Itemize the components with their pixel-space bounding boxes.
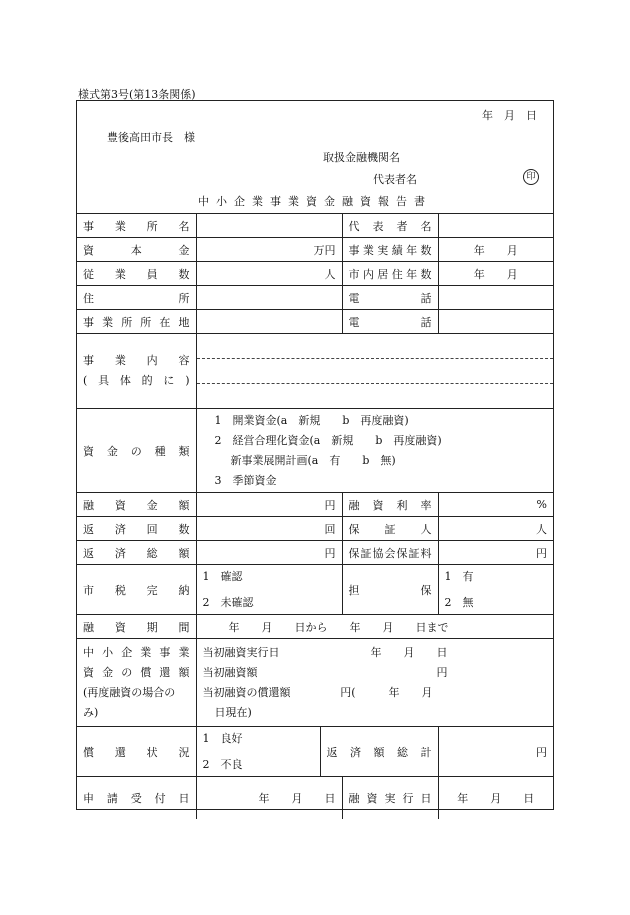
addressee: 豊後高田市長 様 xyxy=(107,131,195,144)
institution-label: 取扱金融機関名 xyxy=(323,151,400,164)
collateral-options[interactable] xyxy=(438,565,553,615)
office-phone-label: 電話 xyxy=(342,310,438,334)
office-phone-field[interactable] xyxy=(438,310,553,334)
office-location-field[interactable] xyxy=(196,310,342,334)
business-content-line-1[interactable] xyxy=(197,334,554,359)
form-table xyxy=(77,213,553,819)
phone-label: 電話 xyxy=(342,286,438,310)
initial-loan-amount-value[interactable]: 円 xyxy=(436,665,448,679)
city-tax-option-2[interactable]: 2 未確認 xyxy=(202,595,254,609)
address-field[interactable] xyxy=(196,286,342,310)
fund-type-option-3[interactable]: 3 季節資金 xyxy=(214,473,277,487)
repayment-amount-label-2: 資金の償還額 xyxy=(83,665,190,679)
repayment-amount-label-1: 中小企業事業 xyxy=(83,645,190,659)
residence-years-field[interactable]: 年 月 xyxy=(438,262,553,286)
city-tax-option-1[interactable]: 1 確認 xyxy=(202,569,243,583)
row-repayment-total xyxy=(77,541,553,565)
report-form xyxy=(76,100,554,810)
row-loan-amount xyxy=(77,493,553,517)
row-office-location xyxy=(77,310,553,334)
repayment-status-label: 償還状況 xyxy=(77,727,196,777)
employees-field[interactable]: 人 xyxy=(196,262,342,286)
initial-loan-repaid-label: 当初融資の償還額 xyxy=(202,685,291,699)
row-repayment-status xyxy=(77,727,553,777)
initial-loan-date-value[interactable]: 年 月 日 xyxy=(370,645,448,659)
loan-period-label: 融資期間 xyxy=(77,615,196,639)
business-content-label-1: 事業内容 xyxy=(83,354,190,367)
repayment-count-label: 返済回数 xyxy=(77,517,196,541)
business-content-label-2: (具体的に) xyxy=(83,374,190,387)
address-label: 住所 xyxy=(77,286,196,310)
fund-type-option-2[interactable]: 2 経営合理化資金(a 新規 b 再度融資) xyxy=(214,433,442,447)
employees-label: 従業員数 xyxy=(77,262,196,286)
seal-icon: 印 xyxy=(523,169,539,185)
business-years-field[interactable]: 年 月 xyxy=(438,238,553,262)
row-business-content xyxy=(77,334,553,409)
guarantee-fee-field[interactable]: 円 xyxy=(438,541,553,565)
form-title: 中小企業事業資金融資報告書 xyxy=(198,195,432,208)
row-address xyxy=(77,286,553,310)
business-content-field[interactable] xyxy=(196,334,553,409)
total-repaid-field[interactable]: 円 xyxy=(438,727,553,777)
row-fund-type xyxy=(77,409,553,493)
business-content-label xyxy=(77,334,196,409)
repayment-status-options[interactable] xyxy=(196,727,320,777)
form-header xyxy=(77,101,553,213)
fund-type-label: 資金の種類 xyxy=(77,409,196,493)
guarantor-field[interactable]: 人 xyxy=(438,517,553,541)
collateral-option-1[interactable]: 1 有 xyxy=(444,569,474,583)
representative-name-field[interactable] xyxy=(438,214,553,238)
guarantee-fee-label: 保証協会保証料 xyxy=(342,541,438,565)
repayment-amount-fields[interactable] xyxy=(196,639,553,727)
loan-amount-label: 融資金額 xyxy=(77,493,196,517)
loan-execution-date-label: 融資実行日 xyxy=(342,777,438,819)
row-repayment-count xyxy=(77,517,553,541)
city-tax-options[interactable] xyxy=(196,565,342,615)
repayment-total-field[interactable]: 円 xyxy=(196,541,342,565)
business-content-line-2[interactable] xyxy=(197,359,554,384)
city-tax-label: 市税完納 xyxy=(77,565,196,615)
repayment-status-option-2[interactable]: 2 不良 xyxy=(202,757,243,771)
repayment-amount-label-4: み) xyxy=(83,705,99,719)
row-application xyxy=(77,777,553,819)
office-location-label: 事業所所在地 xyxy=(77,310,196,334)
repayment-amount-label xyxy=(77,639,196,727)
guarantor-label: 保証人 xyxy=(342,517,438,541)
fund-type-option-2-sub[interactable]: 新事業展開計画(a 有 b 無) xyxy=(230,453,396,467)
application-date-field[interactable]: 年 月 日 xyxy=(196,777,342,819)
representative-name-label: 代表者名 xyxy=(342,214,438,238)
row-employees xyxy=(77,262,553,286)
residence-years-label: 市内居住年数 xyxy=(342,262,438,286)
application-date-label: 申請受付日 xyxy=(77,777,196,819)
interest-rate-field[interactable]: % xyxy=(438,493,553,517)
header-date[interactable]: 年 月 日 xyxy=(482,109,537,122)
business-name-label: 事業所名 xyxy=(77,214,196,238)
business-name-field[interactable] xyxy=(196,214,342,238)
total-repaid-label: 返済額総計 xyxy=(320,727,438,777)
loan-execution-date-field[interactable]: 年 月 日 xyxy=(438,777,553,819)
fund-type-option-1[interactable]: 1 開業資金(a 新規 b 再度融資) xyxy=(214,413,409,427)
collateral-label: 担保 xyxy=(342,565,438,615)
initial-loan-date-line[interactable] xyxy=(203,643,548,663)
repayment-total-label: 返済総額 xyxy=(77,541,196,565)
loan-period-field[interactable]: 年 月 日から 年 月 日まで xyxy=(196,615,553,639)
repayment-count-field[interactable]: 回 xyxy=(196,517,342,541)
repayment-amount-label-3: (再度融資の場合の xyxy=(83,685,176,699)
row-loan-period xyxy=(77,615,553,639)
collateral-option-2[interactable]: 2 無 xyxy=(444,595,474,609)
row-repayment-amount xyxy=(77,639,553,727)
capital-field[interactable]: 万円 xyxy=(196,238,342,262)
initial-loan-date-label: 当初融資実行日 xyxy=(202,645,280,659)
row-city-tax xyxy=(77,565,553,615)
form-number: 様式第3号(第13条関係) xyxy=(78,88,196,101)
capital-label: 資本金 xyxy=(77,238,196,262)
fund-type-options[interactable] xyxy=(196,409,553,493)
row-business-name xyxy=(77,214,553,238)
row-capital xyxy=(77,238,553,262)
repayment-status-option-1[interactable]: 1 良好 xyxy=(202,731,243,745)
representative-label: 代表者名 xyxy=(373,173,417,186)
business-content-line-3[interactable] xyxy=(197,384,554,408)
interest-rate-label: 融資利率 xyxy=(342,493,438,517)
loan-amount-field[interactable]: 円 xyxy=(196,493,342,517)
initial-loan-amount-label: 当初融資額 xyxy=(202,665,258,679)
as-of-date[interactable]: 日現在) xyxy=(214,705,252,719)
initial-loan-repaid-line[interactable] xyxy=(203,683,548,703)
initial-loan-repaid-value[interactable]: 円( 年 月 xyxy=(340,685,433,699)
phone-field[interactable] xyxy=(438,286,553,310)
business-years-label: 事業実績年数 xyxy=(342,238,438,262)
initial-loan-amount-line[interactable] xyxy=(203,663,548,683)
